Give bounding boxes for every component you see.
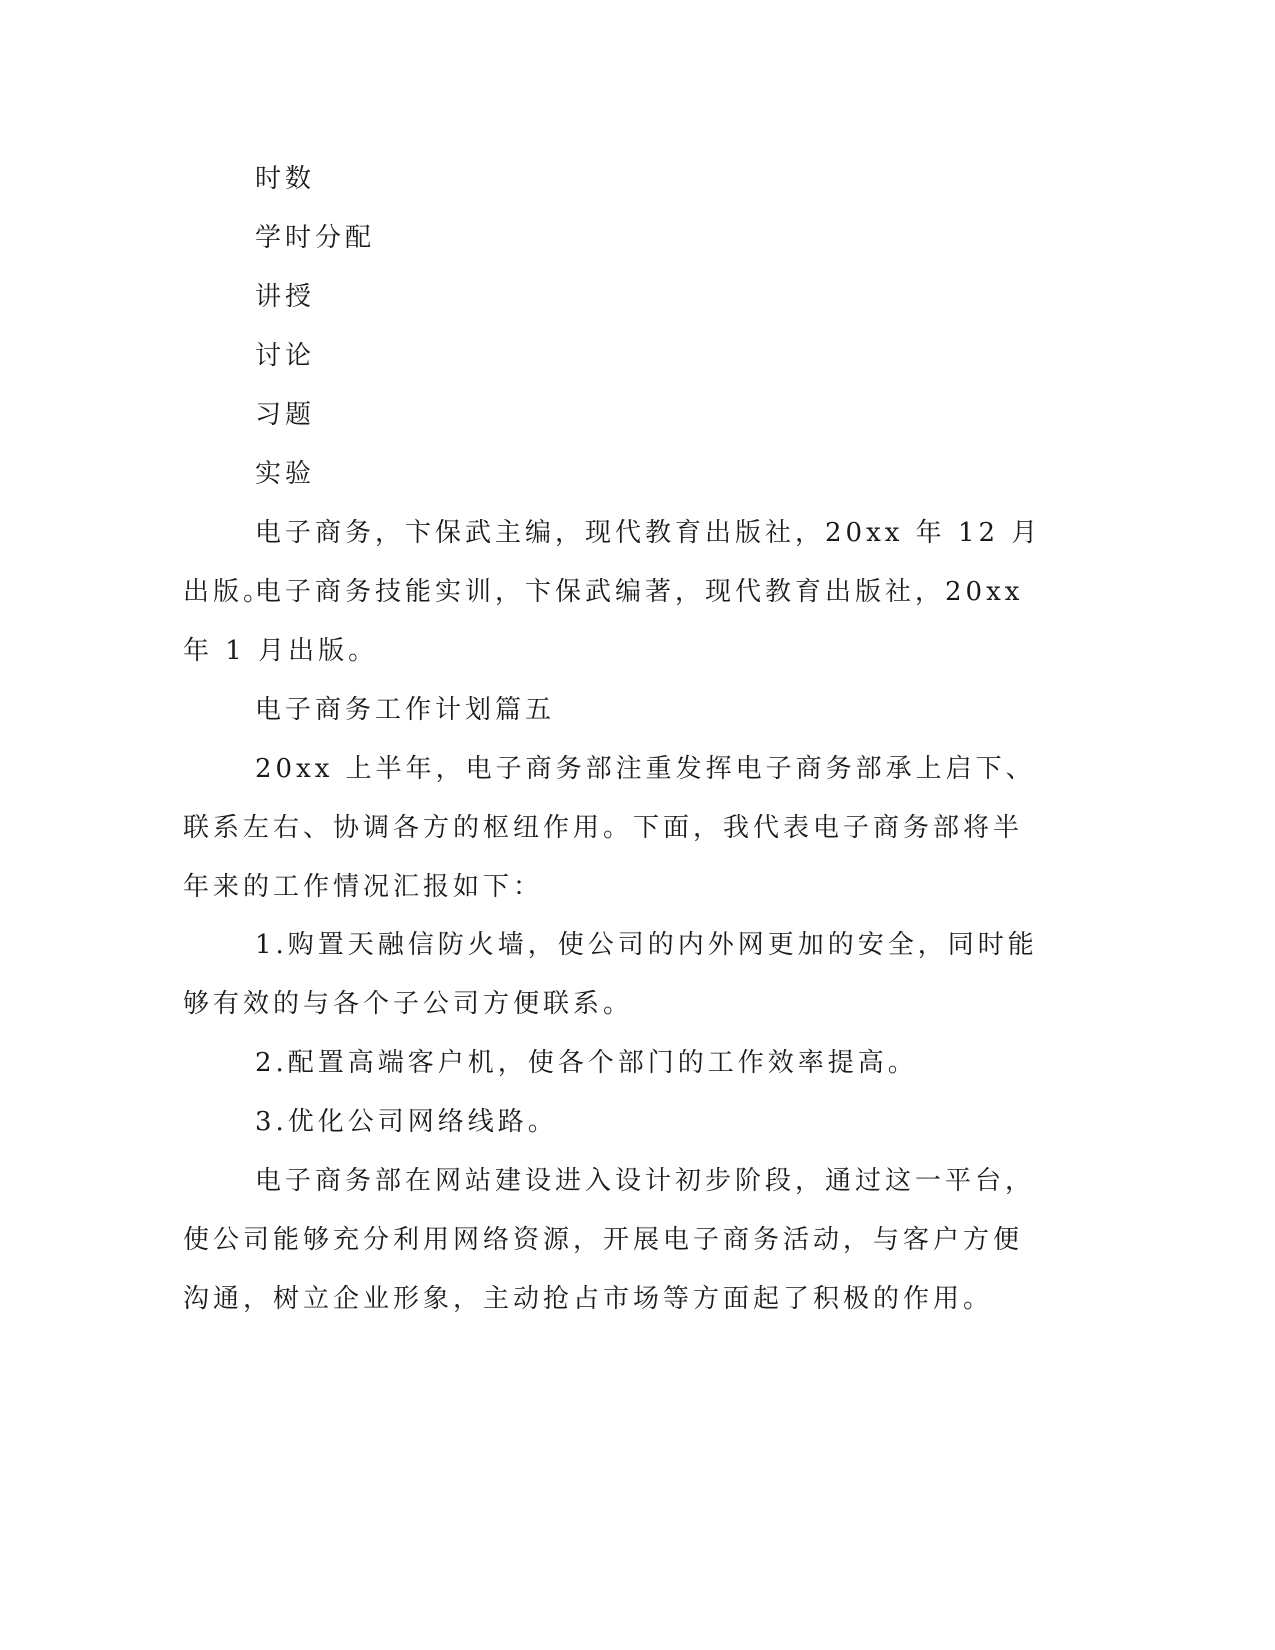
reference-1: 电子商务，卞保武主编，现代教育出版社，20xx 年 12 月出版。 (183, 518, 1042, 607)
list-item-exercises: 习题 (255, 400, 316, 430)
paragraph-website: 电子商务部在网站建设进入设计初步阶段，通过这一平台，使公司能够充分利用网络资源，开展电子商务活动，与客户方便沟通，树立企业形象，主动抢占市场等方面起了积极的作用。 (183, 1166, 1036, 1314)
list-item-discussion: 讨论 (255, 341, 316, 371)
list-item-experiment: 实验 (255, 459, 316, 489)
section-title: 电子商务工作计划篇五 (255, 695, 556, 725)
reference-2: 电子商务技能实训，卞保武编著，现代教育出版社，20xx 年 1 月出版。 (183, 577, 1024, 666)
paragraph-item-3: 3.优化公司网络线路。 (255, 1107, 558, 1137)
paragraph-item-1: 1.购置天融信防火墙，使公司的内外网更加的安全，同时能够有效的与各个子公司方便联系。 (183, 930, 1038, 1019)
paragraph-intro: 20xx 上半年，电子商务部注重发挥电子商务部承上启下、联系左右、协调各方的枢纽作用。下面，我代表电子商务部将半年来的工作情况汇报如下： (183, 754, 1036, 902)
list-item-hours: 时数 (255, 164, 316, 194)
list-item-allocation: 学时分配 (255, 223, 376, 253)
paragraph-item-2: 2.配置高端客户机，使各个部门的工作效率提高。 (255, 1048, 918, 1078)
list-item-lecture: 讲授 (255, 282, 316, 312)
